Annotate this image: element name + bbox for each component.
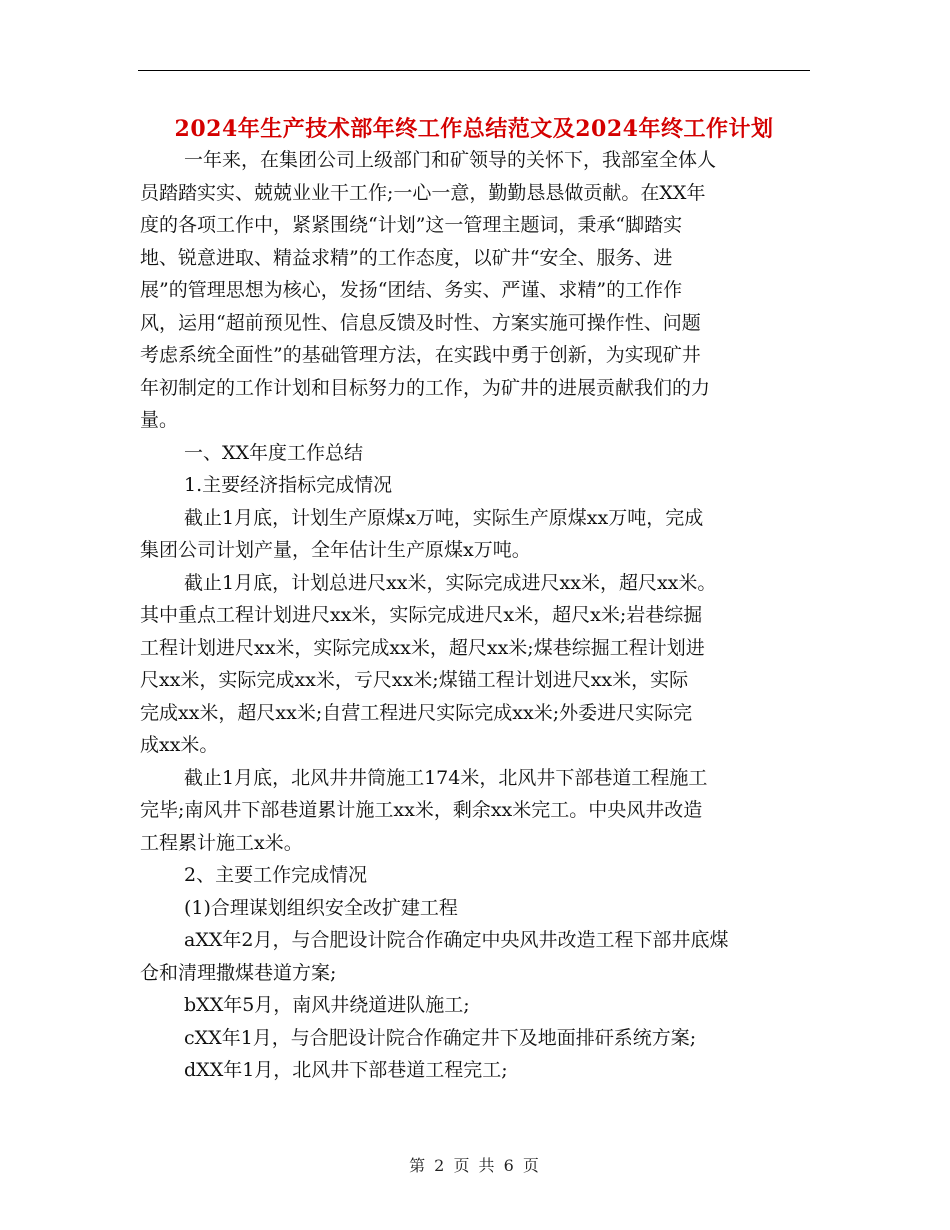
text-line: 截止1月底，计划总进尺xx米，实际完成进尺xx米，超尺xx米。 [184,571,717,594]
text-line: 考虑系统全面性”的基础管理方法，在实践中勇于创新，为实现矿井 [140,344,701,366]
text-line: 员踏踏实实、兢兢业业干工作;一心一意，勤勤恳恳做贡献。在XX年 [140,181,706,204]
text-line: 工程计划进尺xx米，实际完成xx米，超尺xx米;煤巷综掘工程计划进 [140,636,705,659]
text-line: 度的各项工作中，紧紧围绕“计划”这一管理主题词，秉承“脚踏实 [140,214,683,236]
text-line: (1)合理谋划组织安全改扩建工程 [184,896,458,919]
text-line: 风，运用“超前预见性、信息反馈及时性、方案实施可操作性、问题 [140,311,701,334]
text-line: 成xx米。 [140,734,219,756]
text-line: aXX年2月，与合肥设计院合作确定中央风井改造工程下部井底煤 [184,929,729,951]
text-line: 一年来，在集团公司上级部门和矿领导的关怀下，我部室全体人 [184,149,717,171]
text-line: 地、锐意进取、精益求精”的工作态度，以矿井“安全、服务、进 [140,246,673,269]
text-line: cXX年1月，与合肥设计院合作确定井下及地面排矸系统方案; [184,1026,697,1049]
text-line: 1.主要经济指标完成情况 [184,474,393,496]
text-line: dXX年1月，北风井下部巷道工程完工; [184,1059,508,1081]
document-title: 2024年生产技术部年终工作总结范文及2024年终工作计划 [174,116,774,142]
text-line: 尺xx米，实际完成xx米，亏尺xx米;煤锚工程计划进尺xx米，实际 [140,669,689,691]
text-line: 量。 [140,409,179,431]
text-line: 年初制定的工作计划和目标努力的工作，为矿井的进展贡献我们的力 [140,376,711,399]
text-line: 完毕;南风井下部巷道累计施工xx米，剩余xx米完工。中央风井改造 [140,799,703,821]
text-line: 集团公司计划产量，全年估计生产原煤x万吨。 [140,539,531,561]
text-line: 一、XX年度工作总结 [184,441,364,464]
text-line: 其中重点工程计划进尺xx米，实际完成进尺x米，超尺x米;岩巷综掘 [140,604,703,626]
text-line: 展”的管理思想为核心，发扬“团结、务实、严谨、求精”的工作作 [140,279,683,301]
text-line: 完成xx米，超尺xx米;自营工程进尺实际完成xx米;外委进尺实际完 [140,701,693,724]
text-line: 截止1月底，北风井井筒施工174米，北风井下部巷道工程施工 [184,766,708,789]
document-body [140,144,812,1087]
header-rule [138,70,810,71]
text-line: 工程累计施工x米。 [140,831,303,854]
text-line: 2、主要工作完成情况 [184,864,368,886]
text-line: 截止1月底，计划生产原煤x万吨，实际生产原煤xx万吨，完成 [184,506,704,529]
text-line: bXX年5月，南风井绕道进队施工; [184,994,470,1016]
page-footer: 第 2 页 共 6 页 [409,1156,541,1175]
text-line: 仓和清理撒煤巷道方案; [140,961,337,984]
